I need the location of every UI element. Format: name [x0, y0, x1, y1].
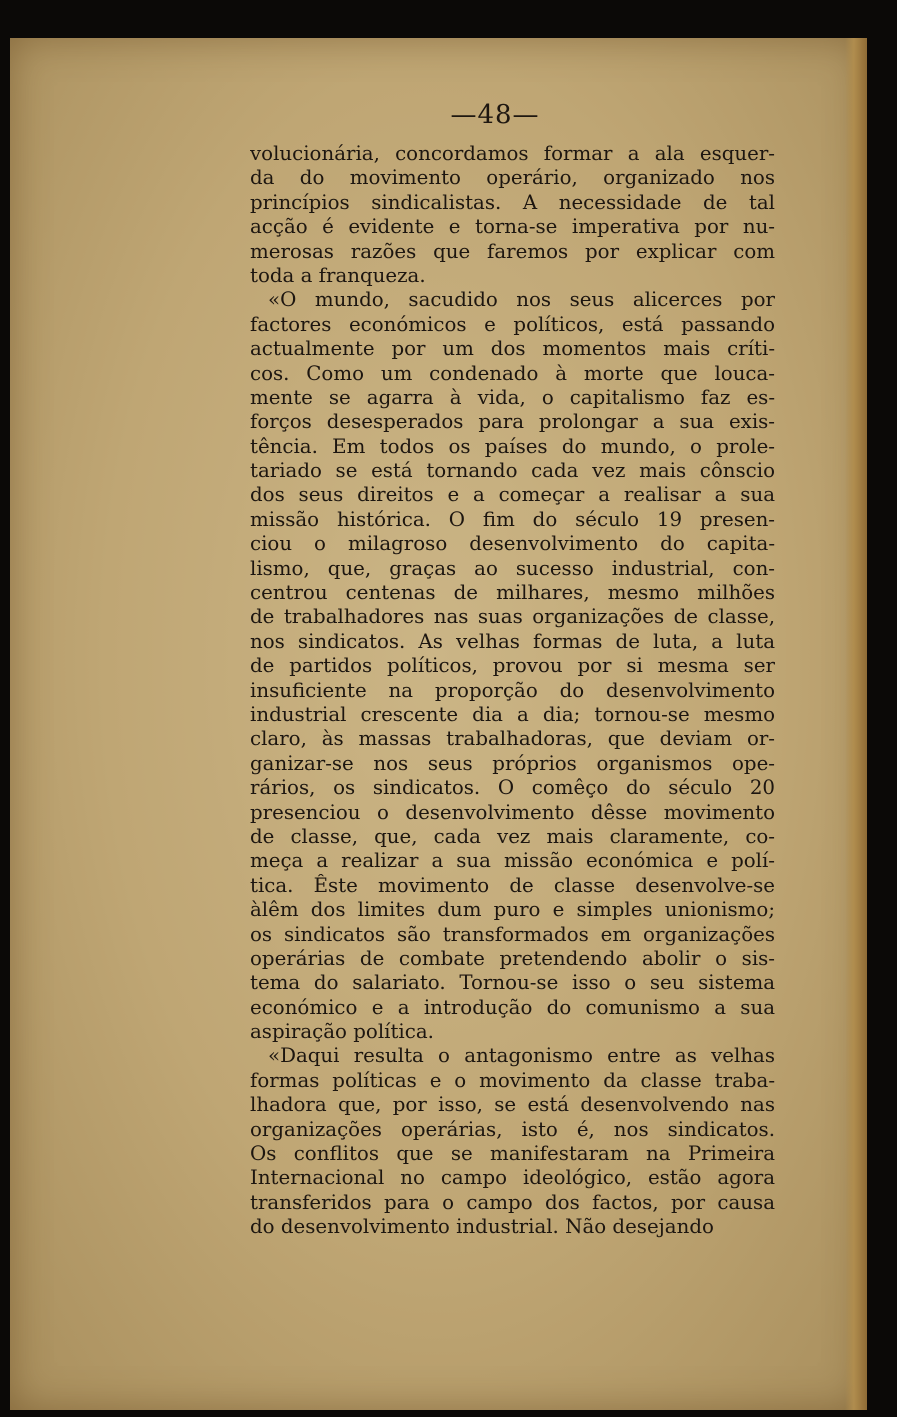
text-line: de trabalhadores nas suas organizações de classe,	[250, 605, 775, 629]
text-line: dos seus direitos e a começar a realisar a sua	[250, 483, 775, 507]
text-line: do desenvolvimento industrial. Não desejando	[250, 1215, 714, 1239]
text-line: de classe, que, cada vez mais claramente, co-	[250, 824, 775, 848]
text-line: volucionária, concordamos formar a ala esquer-	[250, 142, 775, 165]
text-line: rários, os sindicatos. O comêço do século 20	[250, 776, 775, 800]
text-line: actualmente por um dos momentos mais críti-	[250, 337, 775, 361]
text-line: mente se agarra à vida, o capitalismo faz es-	[250, 385, 775, 409]
text-line: merosas razões que faremos por explicar com	[250, 239, 775, 263]
text-line: presenciou o desenvolvimento dêsse movimento	[250, 800, 775, 824]
page-edge	[845, 38, 867, 1410]
text-line: económico e a introdução do comunismo a sua	[250, 995, 775, 1019]
text-line: meça a realizar a sua missão económica e polí-	[250, 849, 775, 873]
text-line: industrial crescente dia a dia; tornou-se mesmo	[250, 702, 775, 726]
text-line: Os conflitos que se manifestaram na Primeira	[250, 1142, 775, 1166]
text-line: factores económicos e políticos, está passando	[250, 312, 775, 336]
text-line: ciou o milagroso desenvolvimento do capita-	[250, 532, 775, 556]
text-line: operárias de combate pretendendo abolir o sis-	[250, 946, 775, 970]
text-line: ganizar-se nos seus próprios organismos ope-	[250, 751, 775, 775]
text-line: tariado se está tornando cada vez mais cônscio	[250, 459, 775, 483]
text-line: insuficiente na proporção do desenvolvimento	[250, 678, 775, 702]
text-line: àlêm dos limites dum puro e simples unionismo;	[250, 898, 775, 922]
text-line: claro, às massas trabalhadoras, que deviam or-	[250, 727, 775, 751]
text-line: organizações operárias, isto é, nos sindicatos.	[250, 1117, 775, 1141]
text-line: lismo, que, graças ao sucesso industrial, con-	[250, 556, 775, 580]
text-line: toda a franqueza.	[250, 263, 426, 287]
page-number: —48—	[450, 100, 540, 130]
text-line: Internacional no campo ideológico, estão agora	[250, 1166, 775, 1190]
text-line: missão histórica. O fim do século 19 presen-	[250, 507, 775, 531]
text-line: lhadora que, por isso, se está desenvolvendo nas	[250, 1093, 775, 1117]
text-line: cos. Como um condenado à morte que louca-	[250, 361, 775, 385]
text-line: forços desesperados para prolongar a sua exis-	[250, 410, 775, 434]
text-line: formas políticas e o movimento da classe traba-	[250, 1068, 775, 1092]
body-text	[250, 142, 775, 1240]
text-line: de partidos políticos, provou por si mesma ser	[250, 654, 775, 678]
text-line: da do movimento operário, organizado nos	[250, 166, 775, 190]
text-line: aspiração política.	[250, 1020, 434, 1044]
text-line: tica. Êste movimento de classe desenvolve-se	[250, 873, 775, 897]
text-line: tência. Em todos os países do mundo, o prole-	[250, 434, 775, 458]
text-line: «O mundo, sacudido nos seus alicerces por	[268, 288, 775, 312]
text-line: nos sindicatos. As velhas formas de luta, a luta	[250, 629, 775, 653]
text-line: acção é evidente e torna-se imperativa por nu-	[250, 215, 775, 239]
text-line: transferidos para o campo dos factos, por causa	[250, 1190, 775, 1214]
text-line: tema do salariato. Tornou-se isso o seu sistema	[250, 971, 775, 995]
text-line: «Daqui resulta o antagonismo entre as velhas	[268, 1044, 775, 1068]
text-line: os sindicatos são transformados em organizações	[250, 922, 775, 946]
text-line: centrou centenas de milhares, mesmo milhões	[250, 581, 775, 605]
text-line: princípios sindicalistas. A necessidade de tal	[250, 190, 775, 214]
